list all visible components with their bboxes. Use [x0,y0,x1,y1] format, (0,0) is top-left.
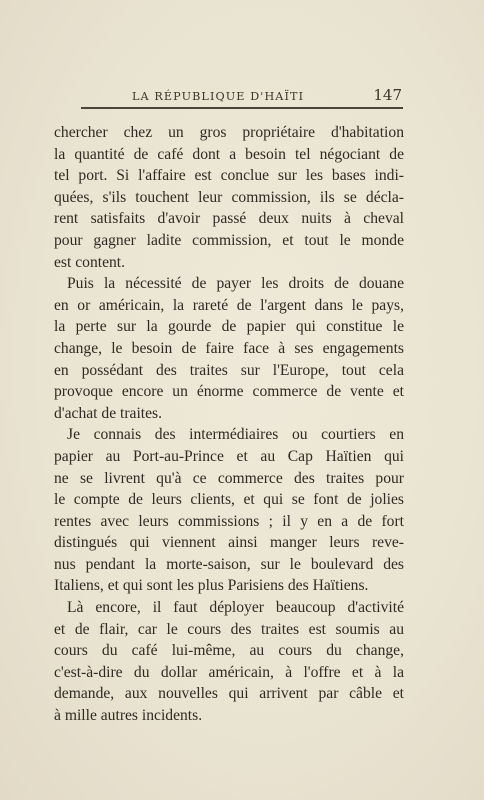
text-line: tel port. Si l'affaire est conclue sur les bases indi- [54,167,404,185]
body-text [54,122,404,727]
running-title: LA RÉPUBLIQUE D'HAÏTI [132,90,305,103]
text-line: change, le besoin de faire face à ses engagements [54,339,404,357]
text-line: Je connais des intermédiaires ou courtiers en [67,426,404,444]
text-line: nus pendant la morte-saison, sur le boulevard des [54,555,404,573]
text-line: cours du café lui-même, au cours du change, [54,642,404,660]
text-line: rentes avec leurs commissions ; il y en a de fort [54,512,404,530]
paragraph [54,273,404,424]
text-line: le compte de leurs clients, et qui se font de jolies [54,491,404,509]
text-line: et de flair, car le cours des traites est soumis au [54,620,404,638]
text-line: à mille autres incidents. [54,707,203,725]
text-line: Puis la nécessité de payer les droits de douane [67,275,404,293]
paragraph [54,424,404,597]
text-line: pour gagner ladite commission, et tout le monde [54,231,404,249]
text-line: ne se livrent qu'à ce commerce des traites pour [54,469,404,487]
text-line: Italiens, et qui sont les plus Parisiens des Haïtiens. [54,577,369,595]
text-line: Là encore, il faut déployer beaucoup d'activité [67,599,404,617]
text-line: la perte sur la gourde de papier qui constitue le [54,318,404,336]
text-line: est content. [54,253,126,271]
page-number: 147 [373,86,402,104]
text-line: en or américain, la rareté de l'argent dans le pays, [54,296,404,314]
text-line: la quantité de café dont a besoin tel négociant de [54,145,404,163]
text-line: rent satisfaits d'avoir passé deux nuits à cheval [54,210,404,228]
text-line: papier au Port-au-Prince et au Cap Haïtien qui [54,447,404,465]
header-rule [81,107,403,109]
text-line: quées, s'ils touchent leur commission, ils se décla- [54,188,404,206]
text-line: distingués qui viennent ainsi manger leurs reve- [54,534,404,552]
paragraph [54,122,404,273]
text-line: en possédant des traites sur l'Europe, tout cela [54,361,404,379]
page-header [132,88,404,106]
text-line: provoque encore un énorme commerce de vente et [54,383,404,401]
text-line: chercher chez un gros propriétaire d'habitation [54,124,404,141]
text-line: d'achat de traites. [54,404,163,422]
text-line: c'est-à-dire du dollar américain, à l'offre et à la [54,663,404,681]
paragraph [54,597,404,727]
text-line: demande, aux nouvelles qui arrivent par câble et [54,685,404,703]
